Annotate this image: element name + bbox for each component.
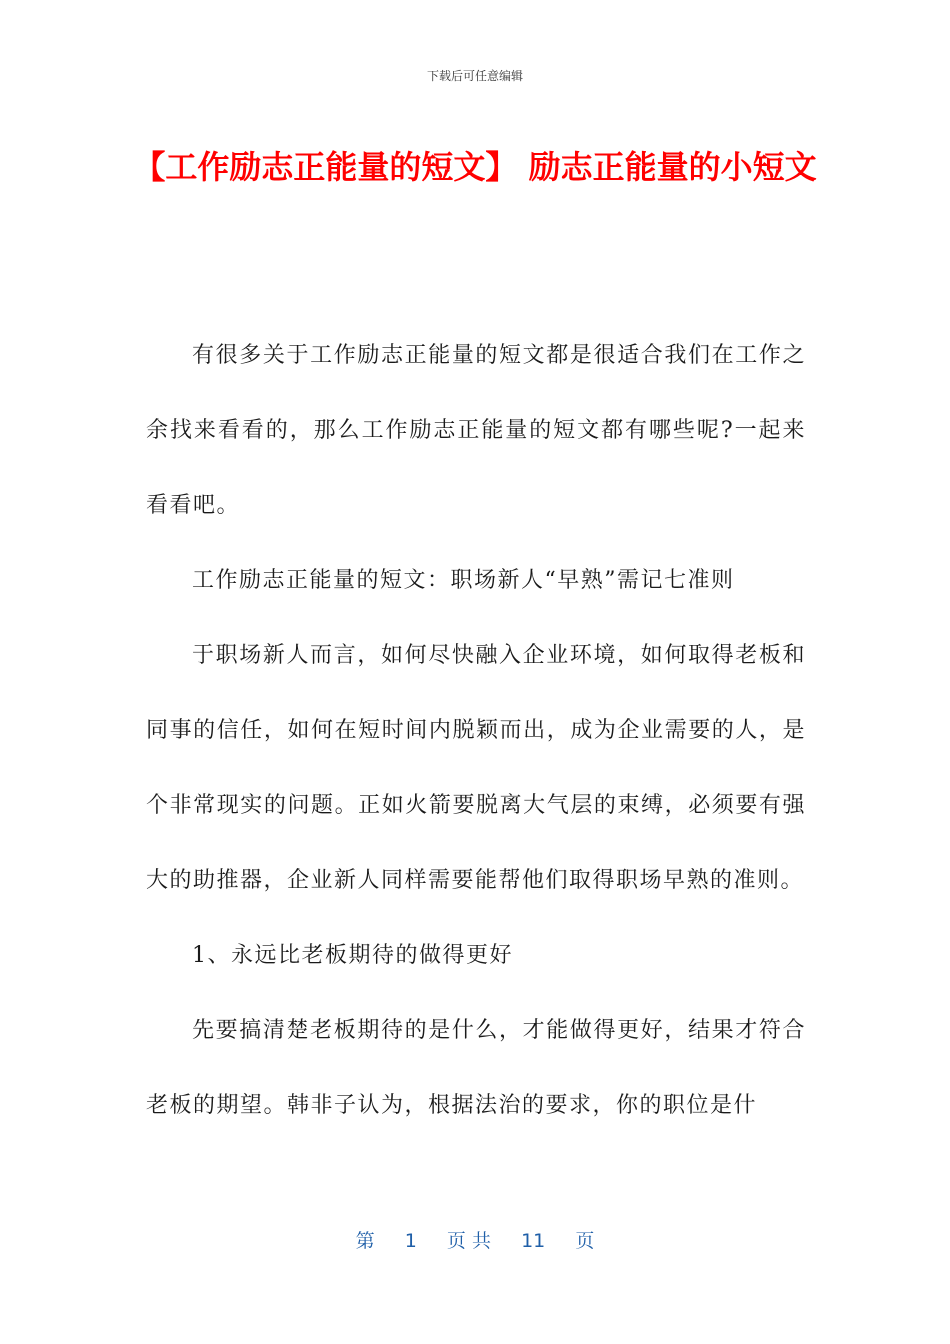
footer-label-pages: 页 <box>575 1230 595 1252</box>
total-pages-number: 11 <box>521 1230 546 1252</box>
document-body <box>146 318 806 1143</box>
document-title: 【工作励志正能量的短文】 励志正能量的小短文 <box>133 148 817 186</box>
page-footer <box>0 1226 950 1253</box>
paragraph: 1、永远比老板期待的做得更好 <box>192 943 513 968</box>
header-note: 下载后可任意编辑 <box>426 69 523 83</box>
current-page-number: 1 <box>404 1230 417 1252</box>
footer-label-of: 页 共 <box>446 1230 491 1252</box>
paragraph: 有很多关于工作励志正能量的短文都是很适合我们在工作之余找来看看的，那么工作励志正能量的短文都有哪些呢?一起来看看吧。 <box>146 343 806 518</box>
footer-label-page: 第 <box>355 1230 375 1252</box>
paragraph: 工作励志正能量的短文：职场新人“早熟”需记七准则 <box>192 568 735 593</box>
paragraph: 先要搞清楚老板期待的是什么，才能做得更好，结果才符合老板的期望。韩非子认为，根据法治的要求，你的职位是什 <box>146 1018 806 1118</box>
paragraph: 于职场新人而言，如何尽快融入企业环境，如何取得老板和同事的信任，如何在短时间内脱颖而出，成为企业需要的人，是个非常现实的问题。正如火箭要脱离大气层的束缚，必须要有强大的助推器，企业新人同样需要能帮他们取得职场早熟的准则。 <box>146 643 806 893</box>
